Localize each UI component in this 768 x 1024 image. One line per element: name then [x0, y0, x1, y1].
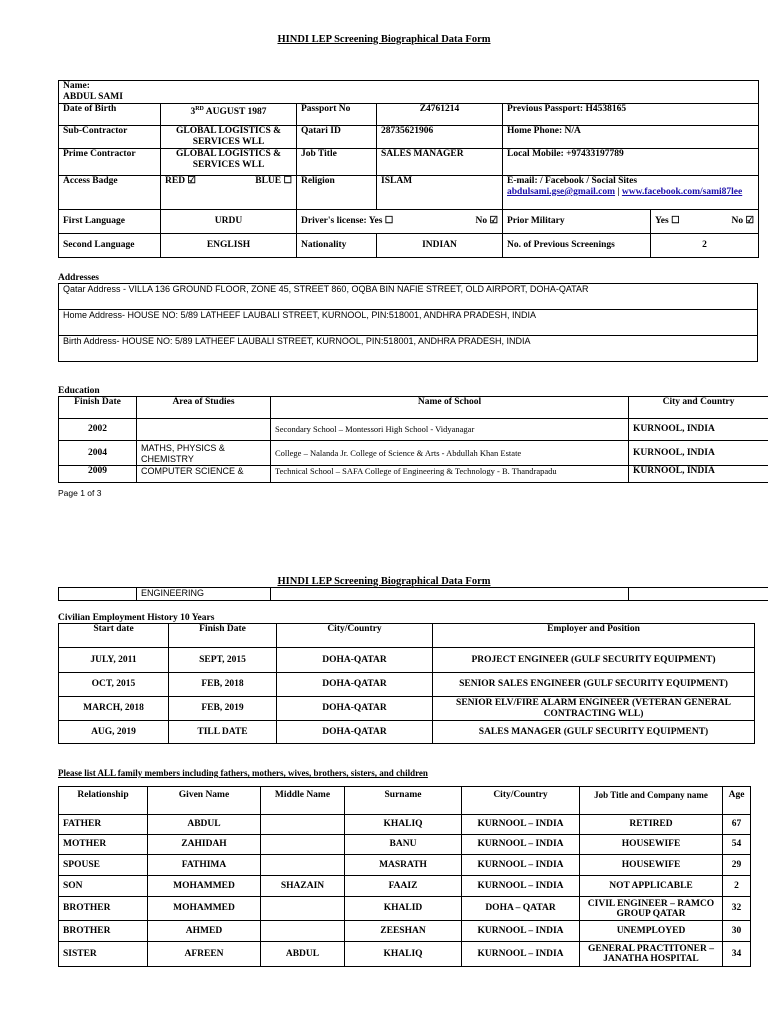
fam-relationship: BROTHER: [59, 897, 148, 921]
fam-age: 67: [723, 815, 751, 835]
edu-area: MATHS, PHYSICS & CHEMISTRY: [137, 441, 271, 466]
edu-header-area: Area of Studies: [137, 397, 271, 419]
military-no: No ☑: [731, 216, 755, 226]
family-heading: Please list ALL family members including fathers, mothers, wives, brothers, sisters, and children: [58, 768, 428, 778]
dob-label: Date of Birth: [59, 104, 161, 126]
fam-age: 34: [723, 942, 751, 967]
fam-header-given: Given Name: [148, 787, 261, 815]
education-row: [59, 441, 768, 466]
emp-start: JULY, 2011: [59, 648, 169, 673]
job-title-value: SALES MANAGER: [377, 149, 503, 176]
fam-given: MOHAMMED: [148, 897, 261, 921]
fam-header-city: City/Country: [462, 787, 580, 815]
email-separator: |: [615, 187, 622, 197]
qatar-address: Qatar Address - VILLA 136 GROUND FLOOR, ZONE 45, STREET 860, OQBA BIN NAFIE STREET, OLD AIRPORT, DOHA-QATAR: [59, 284, 758, 310]
employment-heading: Civilian Employment History 10 Years: [58, 613, 215, 623]
fam-city: KURNOOL – INDIA: [462, 855, 580, 876]
emp-city: DOHA-QATAR: [277, 673, 433, 697]
education-table: [58, 396, 768, 483]
emp-city: DOHA-QATAR: [277, 648, 433, 673]
personal-info-table: [58, 80, 759, 258]
fam-city: KURNOOL – INDIA: [462, 815, 580, 835]
fam-middle: [261, 921, 345, 942]
previous-passport: Previous Passport: H4538165: [503, 104, 759, 126]
fam-job: RETIRED: [580, 815, 723, 835]
page-number: Page 1 of 3: [58, 488, 102, 498]
fam-given: AFREEN: [148, 942, 261, 967]
prime-contractor-value: GLOBAL LOGISTICS & SERVICES WLL: [161, 149, 297, 176]
fam-city: KURNOOL – INDIA: [462, 876, 580, 897]
passport-label: Passport No: [297, 104, 377, 126]
fam-age: 2: [723, 876, 751, 897]
fam-relationship: SISTER: [59, 942, 148, 967]
email-link[interactable]: abdulsami.gse@gmail.com: [507, 187, 616, 197]
religion-value: ISLAM: [377, 176, 503, 210]
fam-middle: [261, 897, 345, 921]
form-title-page2: HINDI LEP Screening Biographical Data Form: [277, 576, 491, 587]
fam-age: 30: [723, 921, 751, 942]
emp-finish: SEPT, 2015: [169, 648, 277, 673]
employment-row: [59, 673, 755, 697]
email-label: E-mail: / Facebook / Social Sites: [507, 176, 638, 186]
emp-finish: FEB, 2019: [169, 697, 277, 721]
job-title-label: Job Title: [297, 149, 377, 176]
drivers-license-no: No ☑: [475, 216, 498, 226]
fam-job: GENERAL PRACTITONER – JANATHA HOSPITAL: [580, 942, 723, 967]
fam-surname: KHALID: [345, 897, 462, 921]
fam-header-age: Age: [723, 787, 751, 815]
emp-employer: SALES MANAGER (GULF SECURITY EQUIPMENT): [433, 721, 755, 744]
access-red: RED ☑: [165, 176, 196, 186]
religion-label: Religion: [297, 176, 377, 210]
fam-surname: KHALIQ: [345, 815, 462, 835]
prior-military-value: [651, 210, 759, 234]
employment-row: [59, 697, 755, 721]
drivers-license-cell: [297, 210, 503, 234]
fam-relationship: BROTHER: [59, 921, 148, 942]
fam-city: KURNOOL – INDIA: [462, 835, 580, 855]
edu-cont-school: [271, 588, 629, 601]
fam-job: NOT APPLICABLE: [580, 876, 723, 897]
second-language-label: Second Language: [59, 234, 161, 258]
fam-relationship: SON: [59, 876, 148, 897]
fam-relationship: FATHER: [59, 815, 148, 835]
fam-given: ZAHIDAH: [148, 835, 261, 855]
edu-cont-empty: [59, 588, 137, 601]
nationality-value: INDIAN: [377, 234, 503, 258]
access-blue: BLUE ☐: [255, 176, 292, 186]
emp-header-employer: Employer and Position: [433, 624, 755, 648]
fam-surname: FAAIZ: [345, 876, 462, 897]
fam-middle: ABDUL: [261, 942, 345, 967]
fam-city: DOHA – QATAR: [462, 897, 580, 921]
emp-start: AUG, 2019: [59, 721, 169, 744]
fam-header-job: Job Title and Company name: [580, 787, 723, 815]
edu-city: KURNOOL, INDIA: [629, 441, 768, 466]
family-row: [59, 897, 751, 921]
military-yes: Yes ☐: [655, 216, 680, 226]
fam-surname: BANU: [345, 835, 462, 855]
fam-middle: SHAZAIN: [261, 876, 345, 897]
previous-screenings-label: No. of Previous Screenings: [503, 234, 651, 258]
education-row: [59, 466, 768, 483]
emp-header-start: Start date: [59, 624, 169, 648]
first-language-value: URDU: [161, 210, 297, 234]
edu-finish-date: 2004: [59, 441, 137, 466]
fam-age: 32: [723, 897, 751, 921]
edu-finish-date: 2002: [59, 419, 137, 441]
fam-header-surname: Surname: [345, 787, 462, 815]
family-row: [59, 921, 751, 942]
education-heading: Education: [58, 386, 100, 396]
emp-employer: SENIOR SALES ENGINEER (GULF SECURITY EQUIPMENT): [433, 673, 755, 697]
emp-finish: FEB, 2018: [169, 673, 277, 697]
fam-age: 54: [723, 835, 751, 855]
prior-military-label: Prior Military: [503, 210, 651, 234]
addresses-heading: Addresses: [58, 273, 99, 283]
emp-city: DOHA-QATAR: [277, 721, 433, 744]
name-label: Name:: [63, 81, 90, 91]
family-table: [58, 786, 751, 967]
fam-surname: KHALIQ: [345, 942, 462, 967]
nationality-label: Nationality: [297, 234, 377, 258]
family-row: [59, 942, 751, 967]
fam-job: CIVIL ENGINEER – RAMCO GROUP QATAR: [580, 897, 723, 921]
emp-header-city: City/Country: [277, 624, 433, 648]
name-value: ABDUL SAMI: [63, 92, 123, 102]
edu-area: [137, 419, 271, 441]
edu-area: COMPUTER SCIENCE &: [137, 466, 271, 483]
edu-city: KURNOOL, INDIA: [629, 419, 768, 441]
previous-screenings-value: 2: [651, 234, 759, 258]
home-address: Home Address- HOUSE NO: 5/89 LATHEEF LAUBALI STREET, KURNOOL, PIN:518001, ANDHRA PRADESH, INDIA: [59, 310, 758, 336]
fam-job: HOUSEWIFE: [580, 835, 723, 855]
emp-start: OCT, 2015: [59, 673, 169, 697]
edu-cont-city: [629, 588, 768, 601]
qatari-id-value: 28735621906: [377, 126, 503, 149]
family-row: [59, 876, 751, 897]
emp-employer: PROJECT ENGINEER (GULF SECURITY EQUIPMENT): [433, 648, 755, 673]
edu-school: Technical School – SAFA College of Engineering & Technology - B. Thandrapadu: [271, 466, 629, 483]
dob-value: 3RD AUGUST 1987: [161, 104, 297, 126]
edu-finish-date: 2009: [59, 466, 137, 483]
employment-row: [59, 721, 755, 744]
access-badge-label: Access Badge: [59, 176, 161, 210]
email-social-cell: [503, 176, 759, 210]
second-language-value: ENGLISH: [161, 234, 297, 258]
fam-city: KURNOOL – INDIA: [462, 921, 580, 942]
fam-middle: [261, 815, 345, 835]
fam-middle: [261, 855, 345, 876]
qatari-id-label: Qatari ID: [297, 126, 377, 149]
fam-job: HOUSEWIFE: [580, 855, 723, 876]
fam-given: AHMED: [148, 921, 261, 942]
prime-contractor-label: Prime Contractor: [59, 149, 161, 176]
fam-surname: MASRATH: [345, 855, 462, 876]
family-row: [59, 855, 751, 876]
addresses-table: [58, 283, 758, 362]
fam-header-relationship: Relationship: [59, 787, 148, 815]
edu-school: College – Nalanda Jr. College of Science & Arts - Abdullah Khan Estate: [271, 441, 629, 466]
fam-middle: [261, 835, 345, 855]
fam-job: UNEMPLOYED: [580, 921, 723, 942]
name-cell: [59, 81, 759, 104]
fam-city: KURNOOL – INDIA: [462, 942, 580, 967]
fam-surname: ZEESHAN: [345, 921, 462, 942]
birth-address: Birth Address- HOUSE NO: 5/89 LATHEEF LAUBALI STREET, KURNOOL, PIN:518001, ANDHRA PRADESH, INDIA: [59, 336, 758, 362]
subcontractor-label: Sub-Contractor: [59, 126, 161, 149]
family-row: [59, 835, 751, 855]
edu-cont-area: ENGINEERING: [137, 588, 271, 601]
family-row: [59, 815, 751, 835]
facebook-link[interactable]: www.facebook.com/sami87lee: [621, 187, 743, 197]
emp-employer: SENIOR ELV/FIRE ALARM ENGINEER (VETERAN GENERAL CONTRACTING WLL): [433, 697, 755, 721]
emp-city: DOHA-QATAR: [277, 697, 433, 721]
emp-header-finish: Finish Date: [169, 624, 277, 648]
fam-age: 29: [723, 855, 751, 876]
drivers-license-yes: Driver's license: Yes ☐: [301, 216, 394, 226]
home-phone: Home Phone: N/A: [503, 126, 759, 149]
emp-start: MARCH, 2018: [59, 697, 169, 721]
fam-header-middle: Middle Name: [261, 787, 345, 815]
fam-relationship: SPOUSE: [59, 855, 148, 876]
first-language-label: First Language: [59, 210, 161, 234]
fam-given: FATHIMA: [148, 855, 261, 876]
edu-city: KURNOOL, INDIA: [629, 466, 768, 483]
access-badge-value: [161, 176, 297, 210]
fam-relationship: MOTHER: [59, 835, 148, 855]
edu-header-city: City and Country: [629, 397, 768, 419]
form-title: HINDI LEP Screening Biographical Data Form: [277, 34, 491, 45]
employment-row: [59, 648, 755, 673]
local-mobile: Local Mobile: +97433197789: [503, 149, 759, 176]
education-continued-table: [58, 587, 768, 601]
edu-header-school: Name of School: [271, 397, 629, 419]
passport-value: Z4761214: [377, 104, 503, 126]
fam-given: ABDUL: [148, 815, 261, 835]
subcontractor-value: GLOBAL LOGISTICS & SERVICES WLL: [161, 126, 297, 149]
fam-given: MOHAMMED: [148, 876, 261, 897]
edu-header-finish-date: Finish Date: [59, 397, 137, 419]
edu-school: Secondary School – Montessori High School - Vidyanagar: [271, 419, 629, 441]
emp-finish: TILL DATE: [169, 721, 277, 744]
employment-table: [58, 623, 755, 744]
education-row: [59, 419, 768, 441]
